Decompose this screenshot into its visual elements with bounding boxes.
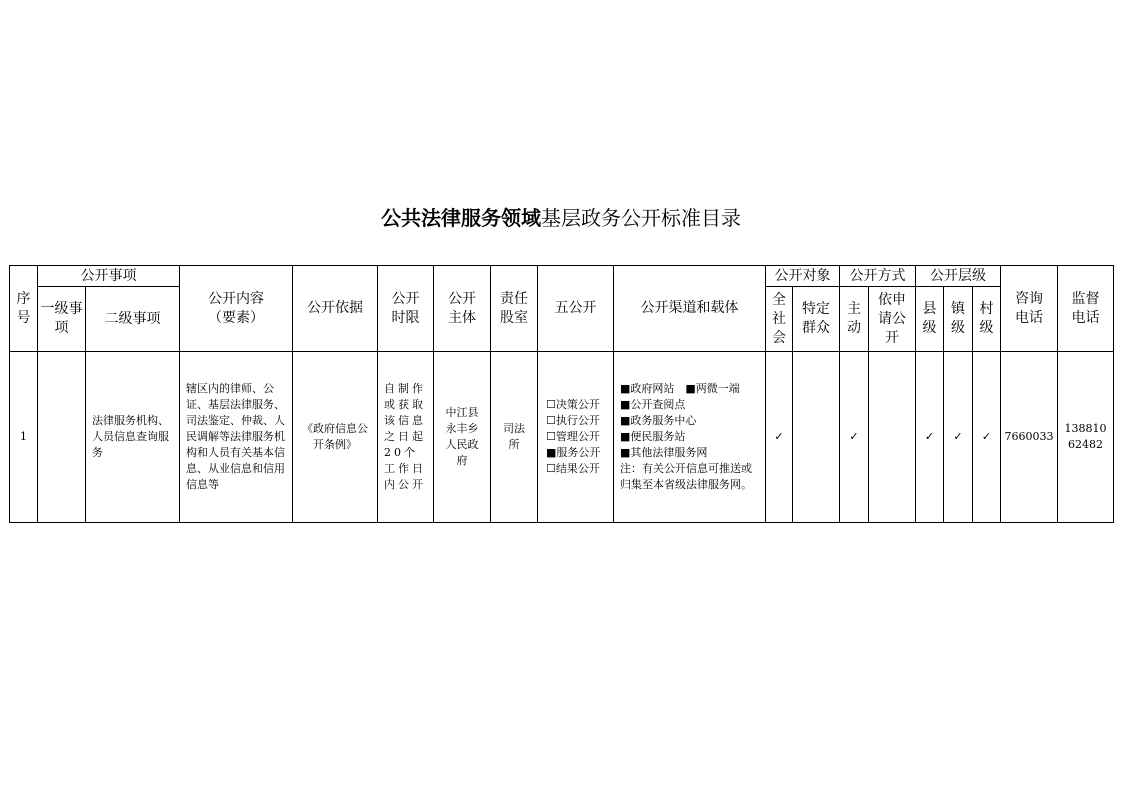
header-level-group: 公开层级: [916, 266, 1001, 287]
five-option-management: ☐管理公开: [546, 430, 600, 443]
cell-apply: [869, 352, 916, 523]
cell-content: 辖区内的律师、公证、基层法律服务、司法鉴定、仲裁、人民调解等法律服务机构和人员有关基本信息、从业信息和信用信息等: [180, 352, 293, 523]
header-channel: 公开渠道和载体: [614, 266, 766, 352]
header-subject: 公开 主体: [434, 266, 491, 352]
channel-item: ■公开查阅点: [620, 398, 686, 411]
cell-subject: 中江县永丰乡人民政府: [434, 352, 491, 523]
header-items-group: 公开事项: [38, 266, 180, 287]
header-all-society: 全社会: [766, 287, 793, 352]
header-content: 公开内容 （要素）: [180, 266, 293, 352]
header-apply: 依申 请公 开: [869, 287, 916, 352]
header-supervise: 监督 电话: [1058, 266, 1114, 352]
header-county: 县 级: [916, 287, 944, 352]
channel-item: ■便民服务站: [620, 430, 686, 443]
title-rest: 基层政务公开标准目录: [541, 206, 741, 230]
cell-five: [538, 352, 614, 523]
table-row: [10, 352, 1114, 523]
channel-item: ■政府网站 ■两微一端: [620, 382, 740, 395]
header-basis: 公开依据: [293, 266, 378, 352]
cell-town: ✓: [944, 352, 973, 523]
header-dept: 责任 股室: [491, 266, 538, 352]
header-consult: 咨询 电话: [1001, 266, 1058, 352]
cell-consult-phone: 7660033: [1001, 352, 1058, 523]
cell-supervise-phone: 13881062482: [1058, 352, 1114, 523]
channel-item: ■政务服务中心: [620, 414, 697, 427]
header-audience-group: 公开对象: [766, 266, 840, 287]
channel-item: ■其他法律服务网: [620, 446, 708, 459]
cell-specific: [793, 352, 840, 523]
five-option-result: ☐结果公开: [546, 462, 600, 475]
header-specific: 特定 群众: [793, 287, 840, 352]
cell-channel: [614, 352, 766, 523]
cell-all-society: ✓: [766, 352, 793, 523]
header-row-1: [10, 266, 1114, 287]
channel-note: 注：有关公开信息可推送或归集至本省级法律服务网。: [620, 462, 752, 491]
header-active: 主 动: [840, 287, 869, 352]
cell-level1: [38, 352, 86, 523]
cell-active: ✓: [840, 352, 869, 523]
header-five: 五公开: [538, 266, 614, 352]
header-level1: 一级事项: [38, 287, 86, 352]
cell-dept: 司法所: [491, 352, 538, 523]
cell-level2: 法律服务机构、人员信息查询服务: [86, 352, 180, 523]
header-seq: 序号: [10, 266, 38, 352]
cell-basis: 《政府信息公开条例》: [293, 352, 378, 523]
five-option-service: ■服务公开: [546, 446, 601, 459]
header-level2: 二级事项: [86, 287, 180, 352]
page-title: [0, 205, 1122, 231]
cell-village: ✓: [973, 352, 1001, 523]
header-method-group: 公开方式: [840, 266, 916, 287]
header-time: 公开 时限: [378, 266, 434, 352]
five-option-execution: ☐执行公开: [546, 414, 600, 427]
cell-seq: 1: [10, 352, 38, 523]
cell-county: ✓: [916, 352, 944, 523]
five-option-decision: ☐决策公开: [546, 398, 600, 411]
header-town: 镇 级: [944, 287, 973, 352]
header-village: 村 级: [973, 287, 1001, 352]
cell-time: 自制作或获取该信息之日起20个工作日内公开: [378, 352, 434, 523]
title-bold: 公共法律服务领域: [381, 206, 541, 230]
catalog-table: [9, 265, 1114, 523]
